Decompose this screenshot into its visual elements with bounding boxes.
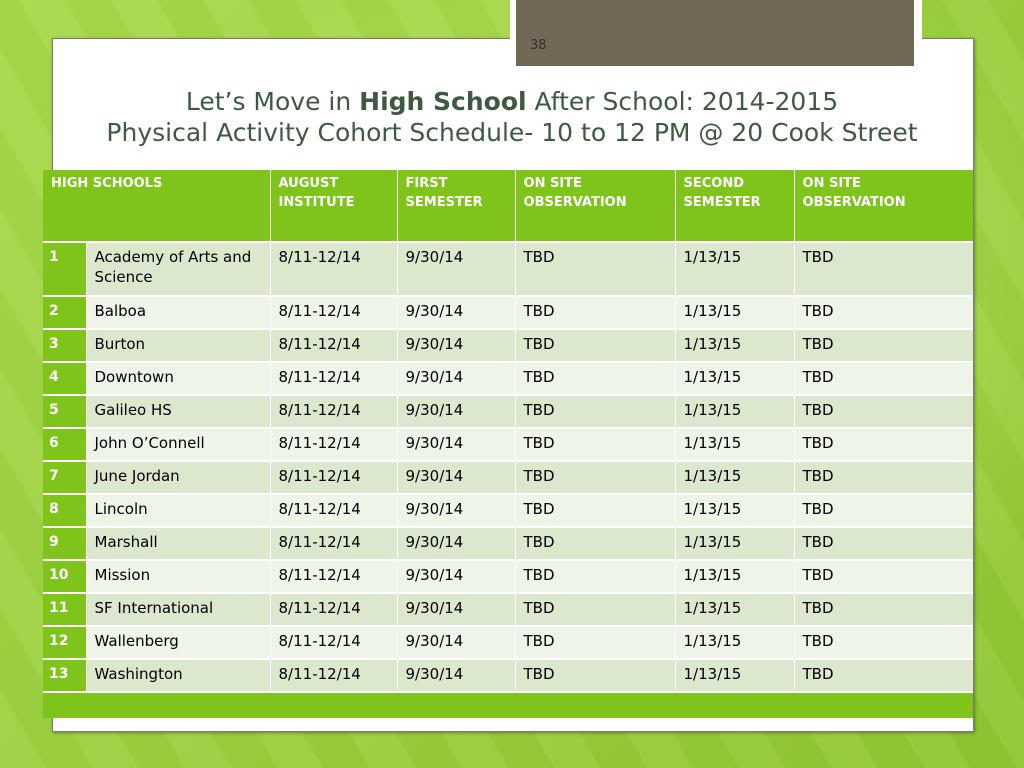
slide-number-box-fill — [516, 0, 914, 66]
august-institute-date: 8/11-12/14 — [270, 560, 397, 593]
school-name: Mission — [86, 560, 270, 593]
on-site-observation-1: TBD — [515, 494, 675, 527]
table-row — [43, 527, 973, 560]
first-semester-date: 9/30/14 — [397, 329, 515, 362]
row-number: 7 — [43, 461, 86, 494]
august-institute-date: 8/11-12/14 — [270, 428, 397, 461]
school-name: Wallenberg — [86, 626, 270, 659]
table-footer-row — [43, 692, 973, 718]
table-row — [43, 395, 973, 428]
first-semester-date: 9/30/14 — [397, 242, 515, 296]
second-semester-date: 1/13/15 — [675, 296, 794, 329]
school-name: Washington — [86, 659, 270, 692]
header-on-site-observation-2: ON SITE OBSERVATION — [794, 170, 973, 242]
title-line1-after: After School: 2014-2015 — [526, 87, 839, 116]
on-site-observation-1: TBD — [515, 428, 675, 461]
on-site-observation-1: TBD — [515, 560, 675, 593]
header-high-schools: HIGH SCHOOLS — [43, 170, 270, 242]
second-semester-date: 1/13/15 — [675, 527, 794, 560]
on-site-observation-2: TBD — [794, 461, 973, 494]
table-row — [43, 329, 973, 362]
on-site-observation-1: TBD — [515, 626, 675, 659]
table-row — [43, 626, 973, 659]
second-semester-date: 1/13/15 — [675, 593, 794, 626]
on-site-observation-1: TBD — [515, 296, 675, 329]
row-number: 13 — [43, 659, 86, 692]
school-name: June Jordan — [86, 461, 270, 494]
first-semester-date: 9/30/14 — [397, 428, 515, 461]
august-institute-date: 8/11-12/14 — [270, 494, 397, 527]
table-row — [43, 242, 973, 296]
second-semester-date: 1/13/15 — [675, 242, 794, 296]
table-row — [43, 593, 973, 626]
row-number: 9 — [43, 527, 86, 560]
first-semester-date: 9/30/14 — [397, 494, 515, 527]
school-name: Marshall — [86, 527, 270, 560]
schedule-table — [43, 170, 973, 718]
second-semester-date: 1/13/15 — [675, 560, 794, 593]
second-semester-date: 1/13/15 — [675, 329, 794, 362]
second-semester-date: 1/13/15 — [675, 428, 794, 461]
school-name: Galileo HS — [86, 395, 270, 428]
table-row — [43, 428, 973, 461]
august-institute-date: 8/11-12/14 — [270, 527, 397, 560]
school-name: Burton — [86, 329, 270, 362]
title-line1-bold: High School — [359, 87, 527, 116]
table-row — [43, 461, 973, 494]
table-row — [43, 362, 973, 395]
on-site-observation-2: TBD — [794, 626, 973, 659]
august-institute-date: 8/11-12/14 — [270, 461, 397, 494]
first-semester-date: 9/30/14 — [397, 362, 515, 395]
on-site-observation-2: TBD — [794, 428, 973, 461]
row-number: 10 — [43, 560, 86, 593]
second-semester-date: 1/13/15 — [675, 626, 794, 659]
august-institute-date: 8/11-12/14 — [270, 296, 397, 329]
row-number: 4 — [43, 362, 86, 395]
second-semester-date: 1/13/15 — [675, 494, 794, 527]
title-line1-before: Let’s Move in — [185, 87, 360, 116]
row-number: 6 — [43, 428, 86, 461]
row-number: 3 — [43, 329, 86, 362]
first-semester-date: 9/30/14 — [397, 659, 515, 692]
on-site-observation-1: TBD — [515, 242, 675, 296]
on-site-observation-2: TBD — [794, 242, 973, 296]
second-semester-date: 1/13/15 — [675, 362, 794, 395]
row-number: 1 — [43, 242, 86, 296]
on-site-observation-2: TBD — [794, 560, 973, 593]
august-institute-date: 8/11-12/14 — [270, 626, 397, 659]
table-row — [43, 659, 973, 692]
table-header-row — [43, 170, 973, 242]
slide-title-line2: Physical Activity Cohort Schedule- 10 to 12 PM @ 20 Cook Street — [106, 118, 918, 147]
row-number: 5 — [43, 395, 86, 428]
school-name: Academy of Arts and Science — [86, 242, 270, 296]
first-semester-date: 9/30/14 — [397, 461, 515, 494]
first-semester-date: 9/30/14 — [397, 395, 515, 428]
on-site-observation-1: TBD — [515, 395, 675, 428]
table-row — [43, 494, 973, 527]
august-institute-date: 8/11-12/14 — [270, 329, 397, 362]
first-semester-date: 9/30/14 — [397, 626, 515, 659]
on-site-observation-2: TBD — [794, 329, 973, 362]
august-institute-date: 8/11-12/14 — [270, 395, 397, 428]
row-number: 2 — [43, 296, 86, 329]
slide-title — [52, 86, 972, 148]
header-first-semester: FIRST SEMESTER — [397, 170, 515, 242]
row-number: 8 — [43, 494, 86, 527]
on-site-observation-1: TBD — [515, 659, 675, 692]
school-name: SF International — [86, 593, 270, 626]
august-institute-date: 8/11-12/14 — [270, 362, 397, 395]
second-semester-date: 1/13/15 — [675, 659, 794, 692]
header-august-institute: AUGUST INSTITUTE — [270, 170, 397, 242]
on-site-observation-2: TBD — [794, 494, 973, 527]
school-name: Downtown — [86, 362, 270, 395]
on-site-observation-1: TBD — [515, 527, 675, 560]
first-semester-date: 9/30/14 — [397, 527, 515, 560]
on-site-observation-1: TBD — [515, 329, 675, 362]
second-semester-date: 1/13/15 — [675, 461, 794, 494]
row-number: 12 — [43, 626, 86, 659]
slide-number-box — [510, 0, 922, 74]
on-site-observation-2: TBD — [794, 362, 973, 395]
header-on-site-observation-1: ON SITE OBSERVATION — [515, 170, 675, 242]
header-second-semester: SECOND SEMESTER — [675, 170, 794, 242]
august-institute-date: 8/11-12/14 — [270, 659, 397, 692]
first-semester-date: 9/30/14 — [397, 560, 515, 593]
on-site-observation-2: TBD — [794, 296, 973, 329]
second-semester-date: 1/13/15 — [675, 395, 794, 428]
table-row — [43, 296, 973, 329]
school-name: Balboa — [86, 296, 270, 329]
first-semester-date: 9/30/14 — [397, 593, 515, 626]
august-institute-date: 8/11-12/14 — [270, 242, 397, 296]
table-footer-cell — [43, 692, 973, 718]
on-site-observation-1: TBD — [515, 593, 675, 626]
school-name: Lincoln — [86, 494, 270, 527]
school-name: John O’Connell — [86, 428, 270, 461]
slide-number: 38 — [530, 38, 547, 53]
table-row — [43, 560, 973, 593]
august-institute-date: 8/11-12/14 — [270, 593, 397, 626]
on-site-observation-2: TBD — [794, 527, 973, 560]
on-site-observation-2: TBD — [794, 395, 973, 428]
first-semester-date: 9/30/14 — [397, 296, 515, 329]
row-number: 11 — [43, 593, 86, 626]
on-site-observation-2: TBD — [794, 659, 973, 692]
table-body — [43, 242, 973, 692]
on-site-observation-1: TBD — [515, 461, 675, 494]
slide-title-line1 — [52, 86, 972, 117]
on-site-observation-1: TBD — [515, 362, 675, 395]
on-site-observation-2: TBD — [794, 593, 973, 626]
